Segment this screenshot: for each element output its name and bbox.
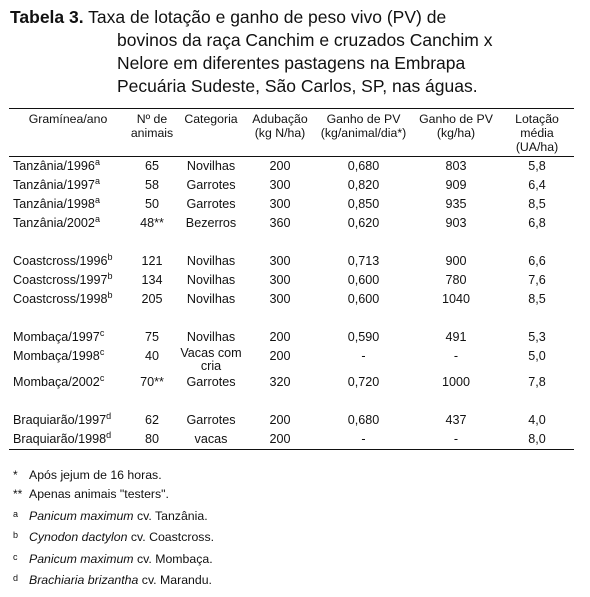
- group-gap: [9, 309, 574, 328]
- cell-graminea: Tanzânia/1996$^a$: [13, 157, 100, 173]
- cell-adub: 300: [269, 254, 291, 268]
- cell-gha: 935: [445, 197, 467, 211]
- cell-n: 70**: [140, 375, 164, 389]
- cell-graminea: Coastcross/1998$^b$: [13, 290, 113, 306]
- table-row: [9, 214, 574, 233]
- cell-graminea: Tanzânia/1997$^a$: [13, 176, 100, 192]
- caption-line-2: bovinos da raça Canchim e cruzados Canchim x: [117, 30, 493, 50]
- cell-gha: 437: [445, 413, 467, 427]
- cell-lot: 8,5: [528, 197, 546, 211]
- cell-gpv: 0,713: [347, 254, 380, 268]
- caption-line-4: Pecuária Sudeste, São Carlos, SP, nas águas.: [117, 76, 478, 96]
- cell-cat: Vacas com cria: [180, 346, 242, 373]
- cell-gha: 909: [445, 178, 467, 192]
- cell-n: 48**: [140, 216, 164, 230]
- cell-graminea: Coastcross/1997$^b$: [13, 271, 113, 287]
- header-ganho-animal: Ganho de PV (kg/animal/dia*): [320, 112, 407, 140]
- cell-cat: Novilhas: [186, 254, 236, 268]
- footnote-b: b Cynodon dactylon cv. Coastcross.: [13, 530, 215, 545]
- cell-cat: Novilhas: [186, 273, 236, 287]
- cell-gha: 903: [445, 216, 467, 230]
- header-adubacao: Adubação (kg N/ha): [252, 112, 308, 140]
- cell-lot: 7,8: [528, 375, 546, 389]
- cell-gha: -: [453, 432, 459, 446]
- cell-cat: Bezerros: [185, 216, 237, 230]
- cell-graminea: Mombaça/2002$^c$: [13, 373, 105, 389]
- cell-graminea: Tanzânia/1998$^a$: [13, 195, 100, 211]
- footnote-d: d Brachiaria brizantha cv. Marandu.: [13, 573, 212, 588]
- cell-lot: 5,3: [528, 330, 546, 344]
- cell-graminea: Braquiarão/1998$^d$: [13, 430, 112, 446]
- header-animais: Nº de animais: [130, 112, 174, 140]
- table-row: [9, 157, 574, 176]
- footnotes: [13, 466, 214, 590]
- cell-adub: 360: [269, 216, 291, 230]
- table-row: [9, 347, 574, 373]
- header-graminea: Gramínea/ano: [28, 112, 108, 126]
- cell-gha: 1040: [441, 292, 471, 306]
- cell-n: 40: [144, 349, 159, 363]
- cell-cat: vacas: [194, 432, 228, 446]
- caption-line-3: Nelore em diferentes pastagens na Embrapa: [117, 53, 466, 73]
- cell-adub: 320: [269, 375, 291, 389]
- cell-cat: Garrotes: [186, 178, 236, 192]
- cell-lot: 5,0: [528, 349, 546, 363]
- cell-graminea: Mombaça/1997$^c$: [13, 328, 105, 344]
- cell-gpv: 0,850: [347, 197, 380, 211]
- footnote-1: * Após jejum de 16 horas.: [13, 468, 162, 482]
- table-row: [9, 328, 574, 347]
- footnote-c: c Panicum maximum cv. Mombaça.: [13, 551, 213, 566]
- cell-gha: 1000: [441, 375, 471, 389]
- cell-gpv: 0,600: [347, 273, 380, 287]
- cell-gpv: -: [361, 432, 366, 446]
- cell-gha: 491: [445, 330, 467, 344]
- cell-lot: 8,0: [528, 432, 546, 446]
- cell-adub: 200: [269, 413, 291, 427]
- cell-lot: 6,8: [528, 216, 546, 230]
- cell-graminea: Braquiarão/1997$^d$: [13, 411, 112, 427]
- cell-gha: 780: [445, 273, 467, 287]
- table-row: [9, 290, 574, 309]
- cell-adub: 300: [269, 292, 291, 306]
- header-categoria: Categoria: [184, 112, 238, 126]
- cell-gpv: 0,620: [347, 216, 380, 230]
- cell-cat: Novilhas: [186, 292, 236, 306]
- cell-gpv: 0,680: [347, 413, 380, 427]
- table-row: [9, 252, 574, 271]
- table-row: [9, 373, 574, 392]
- cell-cat: Garrotes: [186, 413, 236, 427]
- table-row: [9, 195, 574, 214]
- cell-n: 80: [144, 432, 159, 446]
- table-row: [9, 271, 574, 290]
- cell-n: 65: [144, 159, 159, 173]
- cell-n: 205: [141, 292, 163, 306]
- table-bottom-rule: [9, 449, 574, 450]
- table-row: [9, 430, 574, 449]
- cell-cat: Garrotes: [186, 375, 236, 389]
- cell-adub: 300: [269, 273, 291, 287]
- cell-n: 58: [144, 178, 159, 192]
- cell-lot: 8,5: [528, 292, 546, 306]
- caption-label: Tabela 3.: [10, 7, 84, 27]
- table-caption: [10, 6, 585, 98]
- cell-n: 50: [144, 197, 159, 211]
- cell-graminea: Coastcross/1996$^b$: [13, 252, 113, 268]
- cell-lot: 6,6: [528, 254, 546, 268]
- table-row: [9, 176, 574, 195]
- caption-line-1: Taxa de lotação e ganho de peso vivo (PV) de: [88, 7, 447, 27]
- header-ganho-ha: Ganho de PV (kg/ha): [419, 112, 493, 140]
- cell-adub: 200: [269, 159, 291, 173]
- table-row: [9, 411, 574, 430]
- cell-gpv: 0,720: [347, 375, 380, 389]
- cell-n: 121: [141, 254, 163, 268]
- header-lotacao: Lotação média (UA/ha): [515, 112, 559, 154]
- cell-graminea: Mombaça/1998$^c$: [13, 347, 105, 363]
- cell-graminea: Tanzânia/2002$^a$: [13, 214, 100, 230]
- cell-gha: 803: [445, 159, 467, 173]
- cell-cat: Garrotes: [186, 197, 236, 211]
- group-gap: [9, 233, 574, 252]
- cell-adub: 200: [269, 330, 291, 344]
- table-header-row: [9, 109, 574, 156]
- cell-adub: 300: [269, 197, 291, 211]
- cell-gpv: -: [361, 349, 366, 363]
- cell-gha: -: [453, 349, 459, 363]
- cell-gpv: 0,680: [347, 159, 380, 173]
- cell-gpv: 0,590: [347, 330, 380, 344]
- cell-gpv: 0,820: [347, 178, 380, 192]
- footnote-a: a Panicum maximum cv. Tanzânia.: [13, 508, 208, 523]
- cell-cat: Novilhas: [186, 330, 236, 344]
- cell-gha: 900: [445, 254, 467, 268]
- cell-lot: 4,0: [528, 413, 546, 427]
- cell-adub: 200: [269, 349, 291, 363]
- cell-cat: Novilhas: [186, 159, 236, 173]
- cell-lot: 7,6: [528, 273, 546, 287]
- cell-adub: 300: [269, 178, 291, 192]
- cell-n: 75: [144, 330, 159, 344]
- data-table: [9, 108, 574, 450]
- footnote-2: ** Apenas animais "testers".: [13, 487, 169, 502]
- cell-gpv: 0,600: [347, 292, 380, 306]
- cell-adub: 200: [269, 432, 291, 446]
- group-gap: [9, 392, 574, 411]
- cell-lot: 5,8: [528, 159, 546, 173]
- cell-n: 62: [144, 413, 159, 427]
- cell-lot: 6,4: [528, 178, 546, 192]
- cell-n: 134: [141, 273, 163, 287]
